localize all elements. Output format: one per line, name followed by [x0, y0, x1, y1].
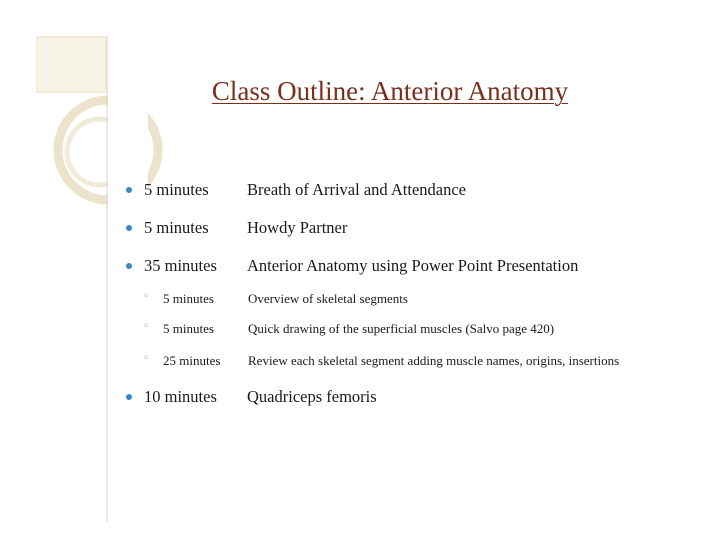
outline-item	[0, 291, 720, 315]
outline-item-time: 5 minutes	[163, 321, 214, 336]
outline-item-time: 35 minutes	[144, 256, 217, 275]
outline-item-description: Quadriceps femoris	[247, 387, 377, 406]
outline-item-time: 5 minutes	[144, 218, 209, 237]
outline-item-time: 5 minutes	[144, 180, 209, 199]
outline-item	[0, 218, 720, 242]
bullet-icon	[126, 225, 132, 231]
outline-item	[0, 387, 720, 411]
bullet-icon	[126, 394, 132, 400]
outline-item	[0, 353, 720, 377]
decor-square-inner	[38, 38, 105, 91]
sub-bullet-icon: ◦	[143, 321, 149, 332]
outline-item-time: 25 minutes	[163, 353, 221, 368]
outline-item	[0, 321, 720, 345]
outline-item-description: Anterior Anatomy using Power Point Presentation	[247, 256, 579, 275]
bullet-icon	[126, 187, 132, 193]
outline-item-description: Quick drawing of the superficial muscles (Salvo page 420)	[248, 321, 555, 336]
outline-item	[0, 180, 720, 204]
sub-bullet-icon: ◦	[143, 291, 149, 302]
outline-item-description: Breath of Arrival and Attendance	[247, 180, 467, 199]
sub-bullet-icon: ◦	[143, 353, 149, 364]
outline-item-time: 5 minutes	[163, 291, 214, 306]
slide-title: Class Outline: Anterior Anatomy	[211, 76, 569, 106]
outline-item	[0, 256, 720, 280]
bullet-icon	[126, 263, 132, 269]
outline-item-time: 10 minutes	[144, 387, 217, 406]
outline-item-description: Review each skeletal segment adding muscle names, origins, insertions	[248, 353, 620, 368]
outline-item-description: Howdy Partner	[247, 218, 348, 237]
outline-item-description: Overview of skeletal segments	[248, 291, 408, 306]
